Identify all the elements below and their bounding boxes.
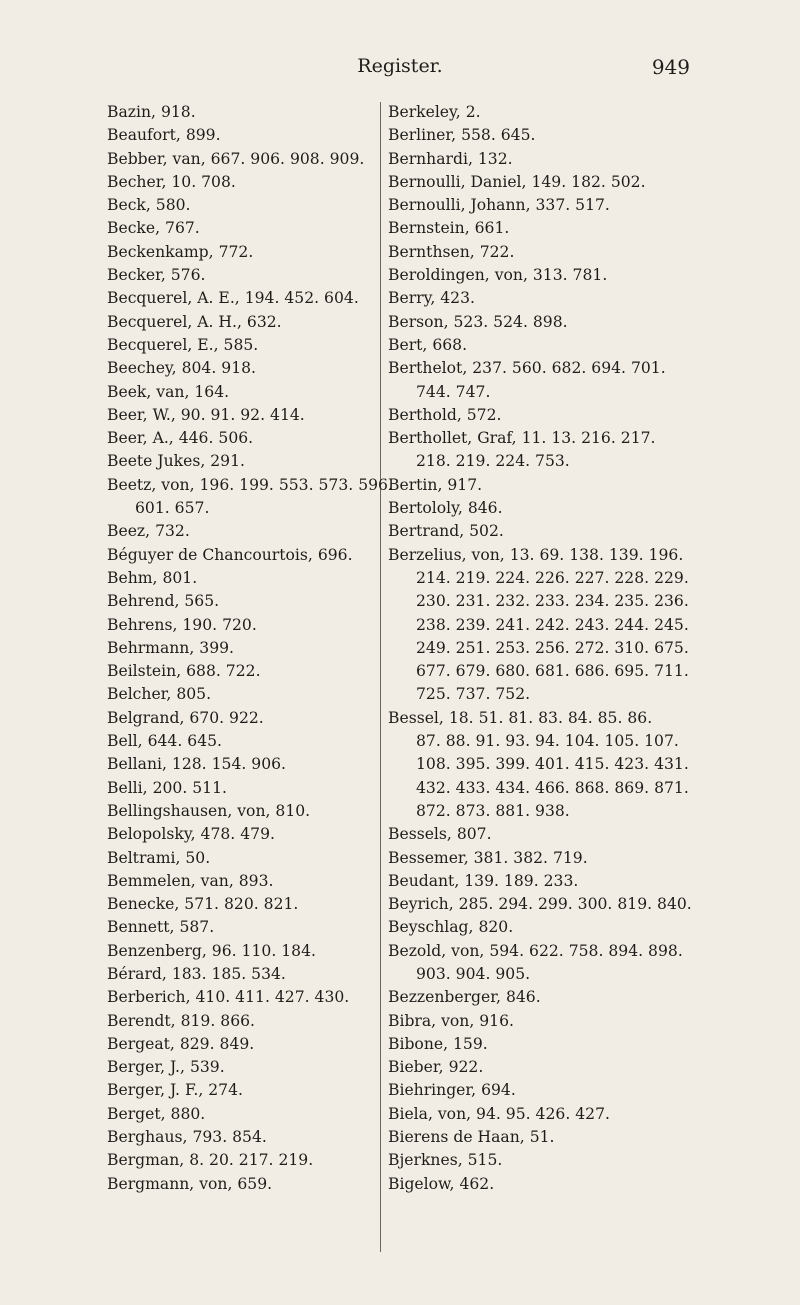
entry-page-refs: 194. 452. 604. bbox=[244, 289, 359, 308]
entry-page-refs: 819. 866. bbox=[180, 1011, 255, 1030]
index-entry: Biela, von, 94. 95. 426. 427. bbox=[388, 1104, 610, 1123]
entry-name: Berzelius, von bbox=[388, 545, 500, 564]
entry-page-refs: 667. 906. 908. 909. bbox=[210, 149, 365, 168]
entry-page-refs: 917. bbox=[447, 475, 483, 494]
entry-name: Bebber, van bbox=[107, 149, 201, 168]
index-entry: Becke, 767. bbox=[107, 219, 200, 238]
entry-name: Bergeat bbox=[107, 1034, 170, 1053]
entry-continuation: 249. 251. 253. 256. 272. 310. 675. bbox=[416, 638, 689, 657]
entry-page-refs: 585. bbox=[223, 335, 259, 354]
entry-page-refs: 11. 13. 216. 217. bbox=[521, 429, 656, 448]
index-entry: Belgrand, 670. 922. bbox=[107, 708, 264, 727]
entry-page-refs: 688. 722. bbox=[186, 662, 261, 681]
entry-name: Berliner bbox=[388, 126, 452, 145]
index-entry: Berendt, 819. 866. bbox=[107, 1011, 255, 1030]
entry-page-refs: 594. 622. 758. 894. 898. bbox=[489, 941, 683, 960]
index-entry: Berzelius, von, 13. 69. 138. 139. 196. bbox=[388, 545, 684, 564]
entry-continuation: 744. 747. bbox=[416, 382, 491, 401]
entry-name: Becker bbox=[107, 266, 161, 285]
entry-name: Bernthsen bbox=[388, 242, 470, 261]
index-entry: Beck, 580. bbox=[107, 196, 191, 215]
index-entry: Bernhardi, 132. bbox=[388, 149, 513, 168]
entry-name: Berger, J. bbox=[107, 1058, 181, 1077]
entry-name: Bemmelen, van bbox=[107, 871, 229, 890]
entry-page-refs: 159. bbox=[453, 1034, 488, 1053]
index-entry: Beez, 732. bbox=[107, 522, 190, 541]
entry-page-refs: 502. bbox=[469, 522, 504, 541]
index-entry: Beckenkamp, 772. bbox=[107, 242, 254, 261]
index-entry: Beetz, von, 196. 199. 553. 573. 596. bbox=[107, 475, 393, 494]
entry-name: Beckenkamp bbox=[107, 242, 209, 261]
entry-page-refs: 916. bbox=[479, 1011, 514, 1030]
entry-page-refs: 801. bbox=[162, 568, 198, 587]
entry-name: Behrmann bbox=[107, 638, 190, 657]
entry-name: Becquerel, E. bbox=[107, 335, 214, 354]
index-entry: Beltrami, 50. bbox=[107, 848, 211, 867]
entry-name: Bessel bbox=[388, 708, 439, 727]
index-entry: Bjerknes, 515. bbox=[388, 1151, 503, 1170]
index-column-right bbox=[388, 101, 708, 1196]
entry-name: Berger, J. F. bbox=[107, 1081, 199, 1100]
running-title: Register. bbox=[357, 55, 443, 77]
entry-name: Beilstein bbox=[107, 662, 177, 681]
entry-page-refs: 722. bbox=[479, 242, 515, 261]
index-entry: Benecke, 571. 820. 821. bbox=[107, 895, 299, 914]
entry-name: Beltrami bbox=[107, 848, 176, 867]
entry-name: Belgrand bbox=[107, 708, 180, 727]
index-entry: Béguyer de Chancourtois, 696. bbox=[107, 545, 353, 564]
entry-name: Beete Jukes bbox=[107, 452, 201, 471]
entry-name: Bérard bbox=[107, 964, 162, 983]
entry-page-refs: 94. 95. 426. 427. bbox=[476, 1104, 610, 1123]
entry-page-refs: 820. bbox=[478, 918, 514, 937]
entry-name: Beer, W. bbox=[107, 405, 171, 424]
entry-page-refs: 410. 411. 427. 430. bbox=[195, 988, 350, 1007]
entry-page-refs: 880. bbox=[170, 1104, 206, 1123]
entry-continuation: 725. 737. 752. bbox=[416, 685, 531, 704]
entry-name: Belli bbox=[107, 778, 143, 797]
entry-continuation: 230. 231. 232. 233. 234. 235. 236. bbox=[416, 592, 689, 611]
entry-page-refs: 670. 922. bbox=[189, 708, 264, 727]
index-entry: Berberich, 410. 411. 427. 430. bbox=[107, 988, 350, 1007]
entry-page-refs: 446. 506. bbox=[178, 429, 254, 448]
index-entry: Behrend, 565. bbox=[107, 592, 220, 611]
index-entry: Bergmann, von, 659. bbox=[107, 1174, 273, 1193]
index-entry: Bibone, 159. bbox=[388, 1034, 488, 1053]
entry-page-refs: 337. 517. bbox=[535, 196, 610, 215]
entry-page-refs: 772. bbox=[218, 242, 254, 261]
entry-name: Bigelow bbox=[388, 1174, 450, 1193]
entry-page-refs: 668. bbox=[432, 335, 468, 354]
index-entry: Beaufort, 899. bbox=[107, 126, 221, 145]
index-entry: Bernoulli, Johann, 337. 517. bbox=[388, 196, 610, 215]
entry-name: Bellani bbox=[107, 755, 162, 774]
entry-name: Bierens de Haan bbox=[388, 1128, 520, 1147]
entry-name: Bertololy bbox=[388, 499, 458, 518]
index-entry: Berkeley, 2. bbox=[388, 103, 481, 121]
entry-name: Beroldingen, von bbox=[388, 266, 523, 285]
entry-name: Bergman bbox=[107, 1151, 180, 1170]
entry-page-refs: 274. bbox=[208, 1081, 243, 1100]
page-number: 949 bbox=[651, 55, 690, 79]
entry-page-refs: 18. 51. 81. 83. 84. 85. 86. bbox=[448, 708, 653, 727]
entry-page-refs: 661. bbox=[474, 219, 510, 238]
entry-page-refs: 810. bbox=[275, 801, 311, 820]
index-entry: Bezold, von, 594. 622. 758. 894. 898. bbox=[388, 941, 683, 960]
index-entry: Becker, 576. bbox=[107, 266, 206, 285]
entry-name: Berendt bbox=[107, 1011, 171, 1030]
entry-page-refs: 565. bbox=[184, 592, 220, 611]
entry-name: Bergmann, von bbox=[107, 1174, 228, 1193]
index-entry: Bebber, van, 667. 906. 908. 909. bbox=[107, 149, 365, 168]
entry-name: Beyrich bbox=[388, 895, 449, 914]
entry-name: Bessels bbox=[388, 825, 447, 844]
entry-page-refs: 423. bbox=[440, 289, 475, 308]
entry-name: Bertrand bbox=[388, 522, 460, 541]
index-entry: Beyschlag, 820. bbox=[388, 918, 514, 937]
entry-name: Bernoulli, Daniel bbox=[388, 172, 522, 191]
entry-name: Benzenberg bbox=[107, 941, 202, 960]
entry-name: Bjerknes bbox=[388, 1151, 458, 1170]
entry-name: Beechey bbox=[107, 359, 172, 378]
index-entry: Bergeat, 829. 849. bbox=[107, 1034, 255, 1053]
index-entry: Bennett, 587. bbox=[107, 918, 215, 937]
entry-name: Bieber bbox=[388, 1058, 439, 1077]
entry-name: Bazin bbox=[107, 103, 152, 121]
entry-page-refs: 523. 524. 898. bbox=[453, 312, 568, 331]
index-entry: Behrens, 190. 720. bbox=[107, 615, 257, 634]
index-entry: Berget, 880. bbox=[107, 1104, 206, 1123]
index-entry: Belopolsky, 478. 479. bbox=[107, 825, 275, 844]
entry-continuation: 677. 679. 680. 681. 686. 695. 711. bbox=[416, 662, 689, 681]
entry-page-refs: 200. 511. bbox=[152, 778, 227, 797]
index-entry: Bellingshausen, von, 810. bbox=[107, 801, 311, 820]
index-entry: Bertrand, 502. bbox=[388, 522, 504, 541]
index-entry: Becquerel, E., 585. bbox=[107, 335, 259, 354]
entry-name: Bell bbox=[107, 732, 138, 751]
entry-name: Bertin bbox=[388, 475, 438, 494]
entry-page-refs: 190. 720. bbox=[182, 615, 257, 634]
entry-page-refs: 632. bbox=[246, 312, 282, 331]
index-entry: Bérard, 183. 185. 534. bbox=[107, 964, 286, 983]
index-entry: Beroldingen, von, 313. 781. bbox=[388, 266, 608, 285]
index-entry: Berthelot, 237. 560. 682. 694. 701. bbox=[388, 359, 666, 378]
entry-page-refs: 804. 918. bbox=[181, 359, 256, 378]
column-divider bbox=[380, 102, 381, 1252]
entry-page-refs: 96. 110. 184. bbox=[211, 941, 316, 960]
index-entry: Berthollet, Graf, 11. 13. 216. 217. bbox=[388, 429, 656, 448]
entry-continuation: 432. 433. 434. 466. 868. 869. 871. bbox=[416, 778, 689, 797]
index-entry: Beudant, 139. 189. 233. bbox=[388, 871, 579, 890]
entry-name: Behrend bbox=[107, 592, 175, 611]
index-entry: Beechey, 804. 918. bbox=[107, 359, 256, 378]
index-entry: Berger, J. F., 274. bbox=[107, 1081, 243, 1100]
entry-page-refs: 381. 382. 719. bbox=[473, 848, 588, 867]
entry-page-refs: 237. 560. 682. 694. 701. bbox=[472, 359, 666, 378]
entry-continuation: 872. 873. 881. 938. bbox=[416, 801, 570, 820]
index-entry: Bessel, 18. 51. 81. 83. 84. 85. 86. bbox=[388, 708, 653, 727]
entry-page-refs: 399. bbox=[199, 638, 235, 657]
entry-page-refs: 13. 69. 138. 139. 196. bbox=[509, 545, 684, 564]
index-entry: Bigelow, 462. bbox=[388, 1174, 495, 1193]
entry-page-refs: 922. bbox=[448, 1058, 484, 1077]
index-entry: Bessels, 807. bbox=[388, 825, 492, 844]
index-entry: Bessemer, 381. 382. 719. bbox=[388, 848, 588, 867]
index-entry: Bellani, 128. 154. 906. bbox=[107, 755, 286, 774]
index-entry: Bierens de Haan, 51. bbox=[388, 1128, 555, 1147]
entry-page-refs: 515. bbox=[467, 1151, 503, 1170]
index-entry: Berson, 523. 524. 898. bbox=[388, 312, 568, 331]
index-entry: Bezzenberger, 846. bbox=[388, 988, 541, 1007]
entry-page-refs: 694. bbox=[481, 1081, 516, 1100]
entry-page-refs: 571. 820. 821. bbox=[184, 895, 299, 914]
entry-name: Bibra, von bbox=[388, 1011, 470, 1030]
entry-page-refs: 767. bbox=[165, 219, 200, 238]
entry-page-refs: 478. 479. bbox=[200, 825, 275, 844]
index-entry: Becquerel, A. H., 632. bbox=[107, 312, 282, 331]
index-entry: Bert, 668. bbox=[388, 335, 468, 354]
entry-name: Bellingshausen, von bbox=[107, 801, 266, 820]
index-entry: Becher, 10. 708. bbox=[107, 172, 236, 191]
entry-name: Berthelot bbox=[388, 359, 463, 378]
index-entry: Beilstein, 688. 722. bbox=[107, 662, 261, 681]
entry-page-refs: 285. 294. 299. 300. 819. 840. bbox=[458, 895, 692, 914]
page-header bbox=[0, 55, 800, 85]
index-entry: Bernthsen, 722. bbox=[388, 242, 515, 261]
entry-page-refs: 8. 20. 217. 219. bbox=[189, 1151, 314, 1170]
entry-name: Becquerel, A. E. bbox=[107, 289, 235, 308]
index-entry: Bertin, 917. bbox=[388, 475, 483, 494]
index-entry: Behm, 801. bbox=[107, 568, 198, 587]
entry-continuation: 87. 88. 91. 93. 94. 104. 105. 107. bbox=[416, 732, 679, 751]
entry-page-refs: 462. bbox=[459, 1174, 495, 1193]
entry-page-refs: 793. 854. bbox=[192, 1128, 267, 1147]
entry-name: Bernstein bbox=[388, 219, 465, 238]
entry-page-refs: 696. bbox=[317, 545, 353, 564]
entry-page-refs: 139. 189. 233. bbox=[464, 871, 579, 890]
index-entry: Bertololy, 846. bbox=[388, 499, 503, 518]
entry-continuation: 903. 904. 905. bbox=[416, 964, 531, 983]
index-entry: Beyrich, 285. 294. 299. 300. 819. 840. bbox=[388, 895, 692, 914]
entry-page-refs: 572. bbox=[466, 405, 502, 424]
entry-name: Béguyer de Chancourtois bbox=[107, 545, 308, 564]
entry-name: Beer, A. bbox=[107, 429, 169, 448]
index-entry: Bieber, 922. bbox=[388, 1058, 484, 1077]
entry-page-refs: 807. bbox=[456, 825, 492, 844]
entry-page-refs: 893. bbox=[238, 871, 274, 890]
entry-page-refs: 196. 199. 553. 573. 596. bbox=[199, 475, 393, 494]
index-entry: Benzenberg, 96. 110. 184. bbox=[107, 941, 316, 960]
index-entry: Beek, van, 164. bbox=[107, 382, 230, 401]
entry-page-refs: 899. bbox=[185, 126, 221, 145]
entry-name: Beek, van bbox=[107, 382, 185, 401]
entry-name: Belopolsky bbox=[107, 825, 191, 844]
entry-page-refs: 2. bbox=[465, 103, 481, 121]
entry-name: Behm bbox=[107, 568, 153, 587]
index-entry: Bemmelen, van, 893. bbox=[107, 871, 274, 890]
entry-page-refs: 132. bbox=[477, 149, 513, 168]
entry-name: Beudant bbox=[388, 871, 455, 890]
index-entry: Behrmann, 399. bbox=[107, 638, 235, 657]
entry-name: Beaufort bbox=[107, 126, 176, 145]
entry-page-refs: 149. 182. 502. bbox=[531, 172, 646, 191]
index-entry: Bibra, von, 916. bbox=[388, 1011, 514, 1030]
entry-page-refs: 846. bbox=[505, 988, 541, 1007]
entry-name: Belcher bbox=[107, 685, 167, 704]
index-entry: Beer, W., 90. 91. 92. 414. bbox=[107, 405, 305, 424]
entry-page-refs: 580. bbox=[155, 196, 191, 215]
entry-page-refs: 539. bbox=[189, 1058, 225, 1077]
entry-page-refs: 164. bbox=[194, 382, 230, 401]
entry-page-refs: 659. bbox=[237, 1174, 273, 1193]
entry-name: Biela, von bbox=[388, 1104, 467, 1123]
entry-page-refs: 644. 645. bbox=[147, 732, 222, 751]
entry-name: Bessemer bbox=[388, 848, 464, 867]
index-entry: Berghaus, 793. 854. bbox=[107, 1128, 267, 1147]
entry-continuation: 214. 219. 224. 226. 227. 228. 229. bbox=[416, 568, 689, 587]
entry-page-refs: 732. bbox=[155, 522, 190, 541]
index-entry: Bell, 644. 645. bbox=[107, 732, 222, 751]
entry-name: Berghaus bbox=[107, 1128, 183, 1147]
index-column-left bbox=[107, 101, 393, 1196]
index-entry: Beer, A., 446. 506. bbox=[107, 429, 254, 448]
entry-page-refs: 128. 154. 906. bbox=[171, 755, 286, 774]
index-entry: Beete Jukes, 291. bbox=[107, 452, 245, 471]
index-entry: Bergman, 8. 20. 217. 219. bbox=[107, 1151, 314, 1170]
entry-name: Bennett bbox=[107, 918, 170, 937]
entry-page-refs: 90. 91. 92. 414. bbox=[180, 405, 305, 424]
entry-page-refs: 829. 849. bbox=[179, 1034, 255, 1053]
entry-page-refs: 291. bbox=[210, 452, 245, 471]
entry-page-refs: 558. 645. bbox=[461, 126, 536, 145]
entry-name: Beck bbox=[107, 196, 146, 215]
index-entry: Berliner, 558. 645. bbox=[388, 126, 536, 145]
index-entry: Berthold, 572. bbox=[388, 405, 502, 424]
entry-continuation: 108. 395. 399. 401. 415. 423. 431. bbox=[416, 755, 689, 774]
entry-name: Behrens bbox=[107, 615, 173, 634]
entry-name: Bernoulli, Johann bbox=[388, 196, 526, 215]
entry-name: Bernhardi bbox=[388, 149, 468, 168]
entry-name: Bert bbox=[388, 335, 423, 354]
entry-name: Berkeley bbox=[388, 103, 456, 121]
entry-name: Bezzenberger bbox=[388, 988, 497, 1007]
entry-page-refs: 10. 708. bbox=[171, 172, 236, 191]
entry-page-refs: 183. 185. 534. bbox=[171, 964, 286, 983]
entry-name: Becher bbox=[107, 172, 162, 191]
index-entry: Bazin, 918. bbox=[107, 103, 196, 121]
entry-page-refs: 313. 781. bbox=[532, 266, 608, 285]
entry-page-refs: 51. bbox=[529, 1128, 555, 1147]
index-entry: Becquerel, A. E., 194. 452. 604. bbox=[107, 289, 359, 308]
entry-name: Berry bbox=[388, 289, 431, 308]
entry-name: Berson bbox=[388, 312, 444, 331]
entry-name: Beyschlag bbox=[388, 918, 469, 937]
entry-name: Beez bbox=[107, 522, 146, 541]
entry-name: Beetz, von bbox=[107, 475, 190, 494]
entry-continuation: 218. 219. 224. 753. bbox=[416, 452, 570, 471]
entry-name: Berberich bbox=[107, 988, 186, 1007]
entry-page-refs: 846. bbox=[467, 499, 503, 518]
index-entry: Belcher, 805. bbox=[107, 685, 212, 704]
index-entry: Berry, 423. bbox=[388, 289, 475, 308]
entry-name: Biehringer bbox=[388, 1081, 472, 1100]
entry-page-refs: 587. bbox=[179, 918, 215, 937]
entry-name: Becke bbox=[107, 219, 156, 238]
index-entry: Berger, J., 539. bbox=[107, 1058, 225, 1077]
entry-page-refs: 805. bbox=[176, 685, 212, 704]
index-entry: Bernoulli, Daniel, 149. 182. 502. bbox=[388, 172, 646, 191]
entry-page-refs: 50. bbox=[185, 848, 211, 867]
entry-page-refs: 576. bbox=[170, 266, 206, 285]
index-entry: Belli, 200. 511. bbox=[107, 778, 227, 797]
entry-name: Becquerel, A. H. bbox=[107, 312, 237, 331]
entry-page-refs: 918. bbox=[160, 103, 196, 121]
index-entry: Biehringer, 694. bbox=[388, 1081, 516, 1100]
entry-name: Benecke bbox=[107, 895, 175, 914]
entry-name: Bibone bbox=[388, 1034, 444, 1053]
entry-continuation: 238. 239. 241. 242. 243. 244. 245. bbox=[416, 615, 689, 634]
entry-name: Berthold bbox=[388, 405, 457, 424]
entry-continuation: 601. 657. bbox=[135, 499, 210, 518]
entry-name: Berthollet, Graf bbox=[388, 429, 512, 448]
entry-name: Berget bbox=[107, 1104, 161, 1123]
index-entry: Bernstein, 661. bbox=[388, 219, 510, 238]
entry-name: Bezold, von bbox=[388, 941, 480, 960]
